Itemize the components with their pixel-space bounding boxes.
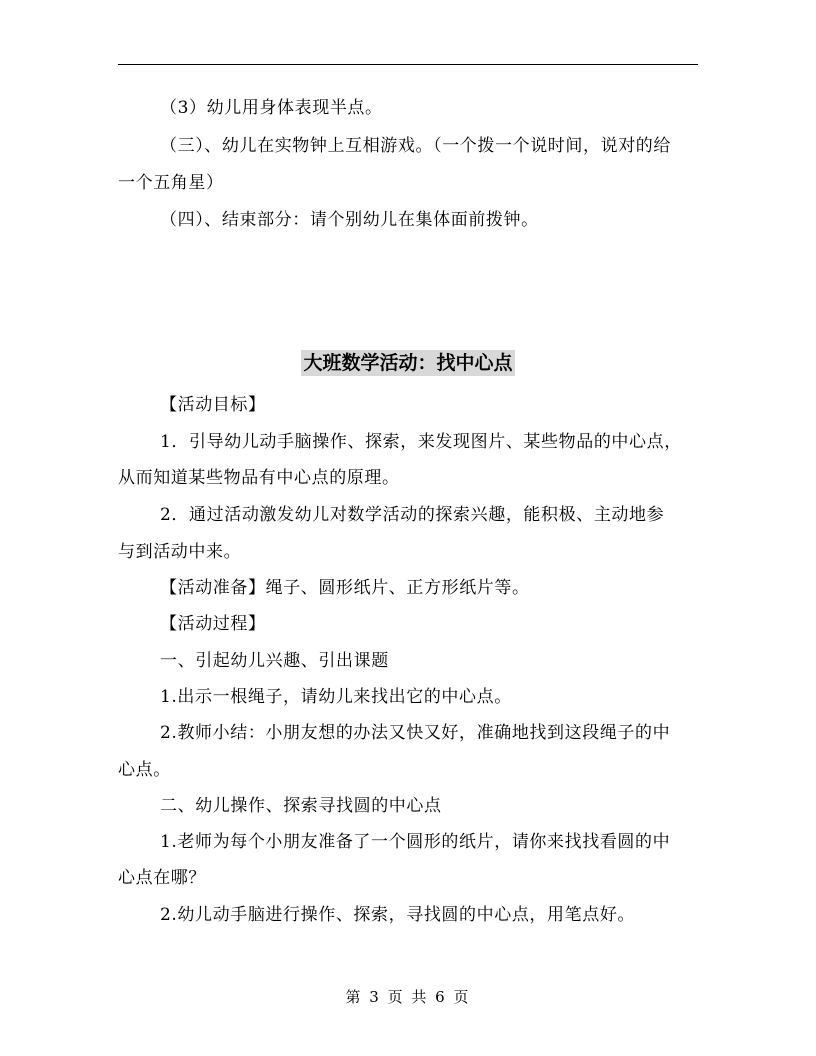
paragraph-line: （3）幼儿用身体表现半点。 (160, 98, 383, 118)
section-title-text: 大班数学活动：找中心点 (303, 352, 513, 374)
body-line: 2.教师小结：小朋友想的办法又快又好，准确地找到这段绳子的中 (160, 723, 671, 743)
body-line: 【活动过程】 (160, 614, 266, 634)
body-line: 一、引起幼儿兴趣、引出课题 (160, 651, 389, 671)
page-footer: 第 3 页 共 6 页 (345, 988, 471, 1006)
body-line: 与到活动中来。 (118, 542, 242, 562)
body-line: 【活动准备】绳子、圆形纸片、正方形纸片等。 (160, 578, 530, 598)
paragraph-line: （四）、结束部分：请个别幼儿在集体面前拨钟。 (160, 210, 539, 230)
paragraph-line: （三）、幼儿在实物钟上互相游戏。（一个拨一个说时间，说对的给 (160, 136, 671, 156)
body-line: 1.出示一根绳子，请幼儿来找出它的中心点。 (160, 687, 512, 707)
body-line: 2．通过活动激发幼儿对数学活动的探索兴趣，能积极、主动地参 (160, 505, 665, 525)
body-line: 1．引导幼儿动手脑操作、探索，来发现图片、某些物品的中心点， (160, 432, 682, 452)
body-line: 二、幼儿操作、探索寻找圆的中心点 (160, 796, 442, 816)
body-line: 从而知道某些物品有中心点的原理。 (118, 468, 400, 488)
body-line: 心点。 (118, 760, 171, 780)
body-line: 【活动目标】 (160, 395, 266, 415)
paragraph-line: 一个五角星） (118, 173, 224, 193)
body-line: 1.老师为每个小朋友准备了一个圆形的纸片，请你来找找看圆的中 (160, 832, 671, 852)
header-rule (118, 64, 698, 65)
body-line: 2.幼儿动手脑进行操作、探索，寻找圆的中心点，用笔点好。 (160, 905, 636, 925)
section-title (0, 350, 816, 376)
body-line: 心点在哪？ (118, 868, 206, 888)
